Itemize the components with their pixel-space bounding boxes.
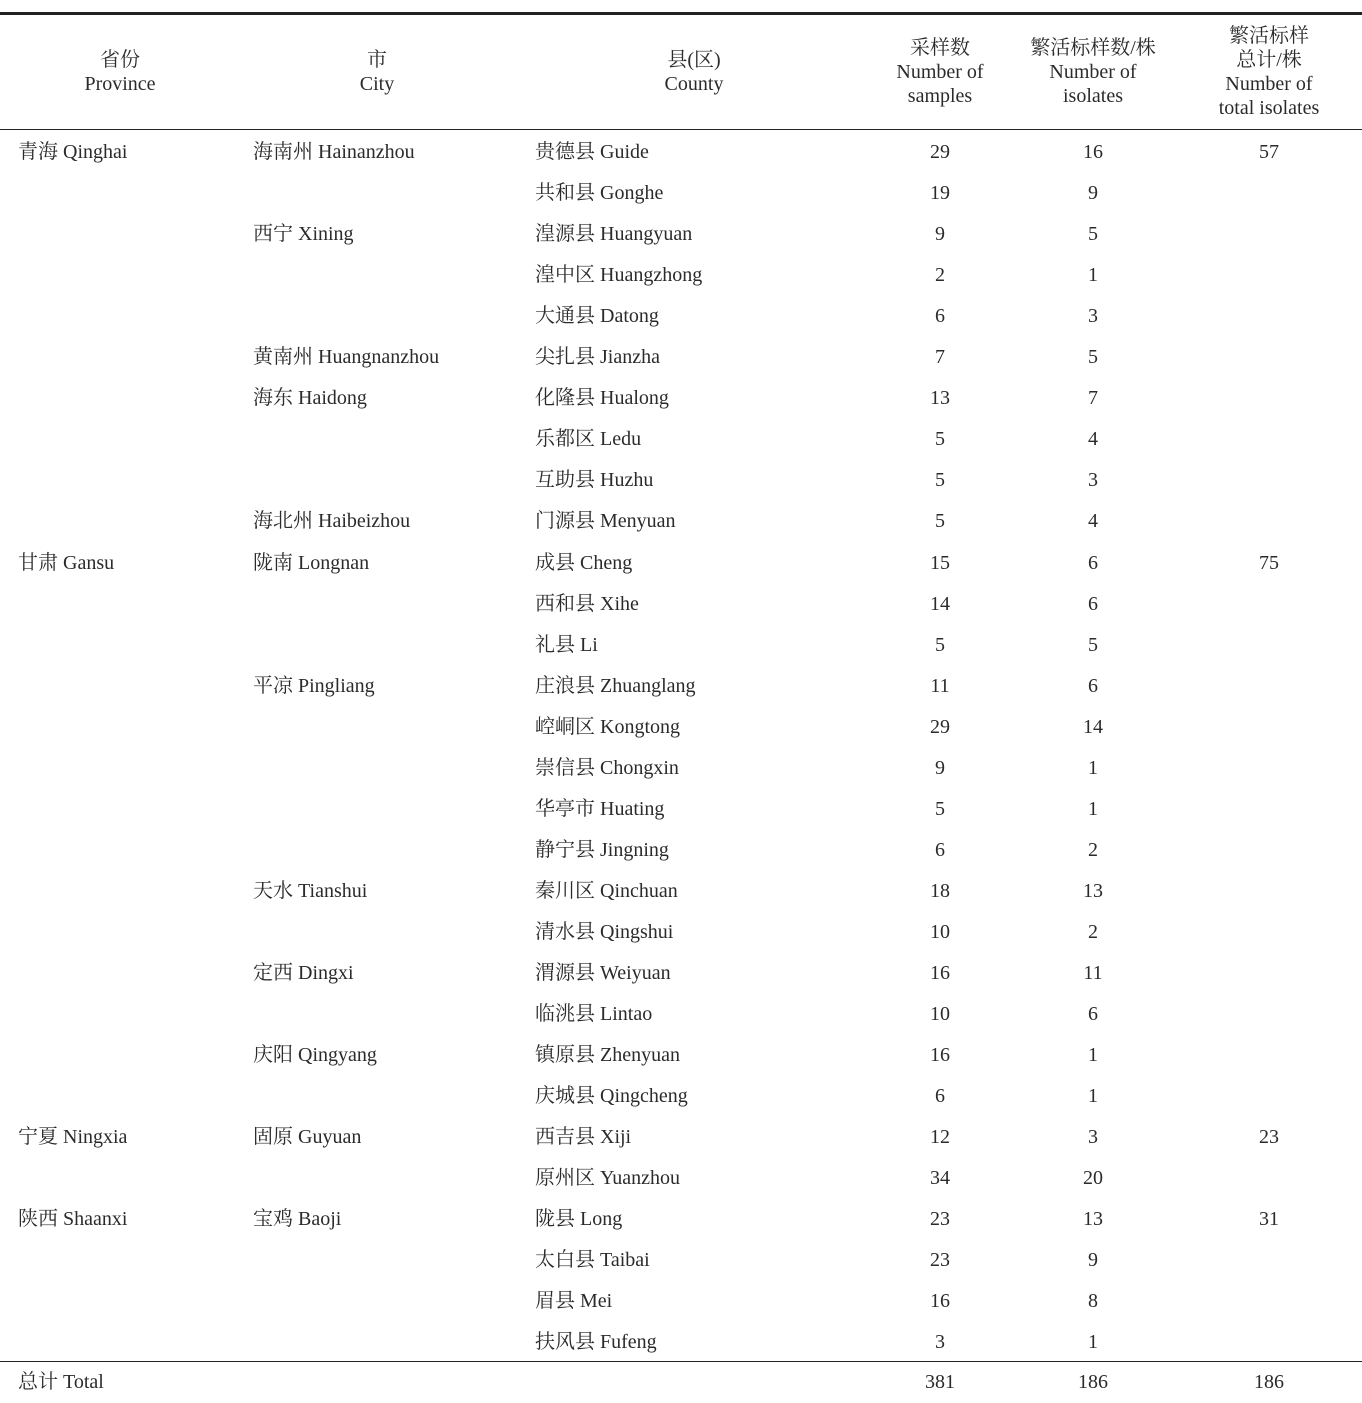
table-row	[0, 214, 1362, 255]
header-isolates-en-1: Number of	[1049, 61, 1137, 83]
cell-samples: 14	[930, 592, 950, 615]
cell-county: 眉县 Mei	[535, 1290, 613, 1313]
cell-isolates: 6	[1088, 1003, 1098, 1026]
cell-isolates: 6	[1088, 551, 1098, 574]
table-row	[0, 543, 1362, 584]
cell-city: 海东 Haidong	[253, 387, 367, 410]
cell-samples: 19	[930, 182, 950, 205]
total-samples: 381	[925, 1371, 955, 1393]
total-row	[0, 1362, 1362, 1403]
cell-city: 定西 Dingxi	[253, 962, 354, 984]
cell-city: 海北州 Haibeizhou	[253, 510, 411, 533]
cell-isolates: 13	[1083, 879, 1103, 902]
table-row	[0, 830, 1362, 871]
table-row	[0, 1117, 1362, 1158]
cell-isolates: 16	[1083, 141, 1103, 163]
cell-samples: 16	[930, 1044, 950, 1067]
table-row	[0, 501, 1362, 542]
cell-city: 平凉 Pingliang	[253, 674, 375, 697]
header-samples-en-2: samples	[907, 85, 973, 107]
cell-samples: 3	[935, 1331, 945, 1354]
cell-province: 陕西 Shaanxi	[18, 1208, 128, 1231]
cell-province: 青海 Qinghai	[18, 141, 128, 163]
cell-samples: 6	[935, 838, 945, 861]
cell-city: 陇南 Longnan	[253, 551, 370, 574]
cell-city: 天水 Tianshui	[253, 879, 368, 902]
cell-province: 甘肃 Gansu	[18, 551, 115, 574]
header-province	[40, 48, 200, 96]
cell-county: 渭源县 Weiyuan	[535, 962, 671, 984]
top-rule	[0, 12, 1362, 15]
table-row	[0, 994, 1362, 1035]
cell-isolates: 1	[1088, 756, 1098, 779]
cell-samples: 18	[930, 879, 950, 902]
cell-samples: 5	[935, 797, 945, 820]
header-city-zh: 市	[367, 49, 387, 71]
table-row	[0, 789, 1362, 830]
table-row	[0, 255, 1362, 296]
cell-city: 黄南州 Huangnanzhou	[253, 346, 440, 369]
cell-isolates: 1	[1088, 1044, 1098, 1067]
table-row	[0, 296, 1362, 337]
cell-isolates: 6	[1088, 592, 1098, 615]
cell-isolates: 3	[1088, 305, 1098, 328]
cell-county: 湟中区 Huangzhong	[535, 264, 703, 287]
cell-isolates: 11	[1083, 962, 1103, 984]
cell-isolates: 6	[1088, 674, 1098, 697]
header-total-zh-2: 总计/株	[1236, 49, 1302, 71]
cell-city: 西宁 Xining	[253, 223, 354, 246]
table-row	[0, 666, 1362, 707]
cell-isolates: 8	[1088, 1290, 1098, 1313]
cell-isolates: 1	[1088, 797, 1098, 820]
cell-city: 庆阳 Qingyang	[253, 1044, 377, 1067]
table-row	[0, 707, 1362, 748]
cell-county: 庄浪县 Zhuanglang	[535, 674, 696, 697]
header-total-en-2: total isolates	[1218, 97, 1320, 119]
header-samples-en-1: Number of	[896, 61, 984, 83]
cell-county: 共和县 Gonghe	[535, 182, 664, 205]
cell-isolates: 7	[1088, 387, 1098, 410]
cell-city: 海南州 Hainanzhou	[253, 141, 415, 163]
cell-county: 西和县 Xihe	[535, 592, 639, 615]
cell-isolates: 2	[1088, 838, 1098, 861]
cell-county: 门源县 Menyuan	[535, 510, 676, 533]
header-total-zh-1: 繁活标样	[1229, 25, 1309, 47]
cell-county: 尖扎县 Jianzha	[535, 346, 660, 369]
cell-county: 扶风县 Fufeng	[535, 1331, 657, 1354]
cell-samples: 9	[935, 223, 945, 246]
cell-isolates: 1	[1088, 1331, 1098, 1354]
cell-county: 贵德县 Guide	[535, 141, 649, 163]
cell-county: 原州区 Yuanzhou	[535, 1167, 680, 1190]
table-row	[0, 871, 1362, 912]
cell-samples: 34	[930, 1167, 950, 1190]
total-isolates: 186	[1078, 1371, 1108, 1393]
cell-isolates: 5	[1088, 346, 1098, 369]
cell-county: 化隆县 Hualong	[535, 387, 669, 410]
table-row	[0, 1199, 1362, 1240]
cell-samples: 5	[935, 469, 945, 492]
cell-samples: 5	[935, 428, 945, 451]
table-row	[0, 584, 1362, 625]
table-row	[0, 953, 1362, 994]
table-row	[0, 337, 1362, 378]
cell-samples: 6	[935, 305, 945, 328]
table-row	[0, 1035, 1362, 1076]
table-row	[0, 1240, 1362, 1281]
table-row	[0, 748, 1362, 789]
cell-isolates: 1	[1088, 264, 1098, 287]
cell-total: 31	[1259, 1208, 1279, 1231]
cell-county: 崇信县 Chongxin	[535, 756, 679, 779]
cell-county: 陇县 Long	[535, 1208, 623, 1231]
cell-total: 57	[1259, 141, 1279, 163]
cell-county: 庆城县 Qingcheng	[535, 1085, 688, 1108]
header-province-zh: 省份	[100, 49, 140, 71]
table-row	[0, 460, 1362, 501]
cell-samples: 11	[930, 674, 950, 697]
cell-samples: 10	[930, 1003, 950, 1026]
cell-county: 太白县 Taibai	[535, 1249, 650, 1272]
cell-county: 乐都区 Ledu	[535, 428, 642, 451]
cell-samples: 23	[930, 1249, 950, 1272]
cell-samples: 7	[935, 346, 945, 369]
cell-county: 秦川区 Qinchuan	[535, 879, 678, 902]
cell-county: 临洮县 Lintao	[535, 1003, 653, 1026]
header-county-en: County	[664, 73, 724, 95]
cell-samples: 29	[930, 141, 950, 163]
cell-isolates: 3	[1088, 1126, 1098, 1149]
cell-county: 西吉县 Xiji	[535, 1126, 632, 1149]
total-total: 186	[1254, 1371, 1284, 1393]
header-rule	[0, 129, 1362, 130]
total-label: 总计 Total	[18, 1371, 104, 1393]
header-isolates-zh: 繁活标样数/株	[1030, 37, 1156, 59]
cell-samples: 16	[930, 962, 950, 984]
cell-isolates: 1	[1088, 1085, 1098, 1108]
cell-city: 宝鸡 Baoji	[253, 1208, 342, 1231]
header-total	[1189, 24, 1349, 120]
header-city	[297, 48, 457, 96]
cell-isolates: 5	[1088, 633, 1098, 656]
cell-isolates: 3	[1088, 469, 1098, 492]
header-total-en-1: Number of	[1225, 73, 1313, 95]
cell-samples: 6	[935, 1085, 945, 1108]
table-row	[0, 378, 1362, 419]
cell-isolates: 4	[1088, 428, 1098, 451]
table-row	[0, 625, 1362, 666]
table-row	[0, 419, 1362, 460]
table-row	[0, 1281, 1362, 1322]
cell-samples: 10	[930, 920, 950, 943]
header-isolates	[1008, 36, 1178, 108]
cell-samples: 15	[930, 551, 950, 574]
cell-county: 大通县 Datong	[535, 305, 659, 328]
cell-isolates: 9	[1088, 182, 1098, 205]
table-row	[0, 912, 1362, 953]
header-province-en: Province	[84, 73, 156, 95]
cell-isolates: 20	[1083, 1167, 1103, 1190]
cell-isolates: 9	[1088, 1249, 1098, 1272]
cell-city: 固原 Guyuan	[253, 1126, 362, 1149]
cell-samples: 16	[930, 1290, 950, 1313]
cell-samples: 5	[935, 510, 945, 533]
header-isolates-en-2: isolates	[1063, 85, 1123, 107]
cell-samples: 13	[930, 387, 950, 410]
cell-county: 成县 Cheng	[535, 551, 633, 574]
cell-total: 23	[1259, 1126, 1279, 1149]
cell-isolates: 4	[1088, 510, 1098, 533]
table-row	[0, 1322, 1362, 1363]
table-row	[0, 132, 1362, 173]
header-county-zh: 县(区)	[667, 49, 721, 71]
header-city-en: City	[359, 73, 395, 95]
cell-isolates: 13	[1083, 1208, 1103, 1231]
cell-county: 互助县 Huzhu	[535, 469, 654, 492]
cell-county: 镇原县 Zhenyuan	[535, 1044, 680, 1067]
header-county	[614, 48, 774, 96]
header-samples	[870, 36, 1010, 108]
header-samples-zh: 采样数	[910, 37, 970, 59]
cell-county: 静宁县 Jingning	[535, 838, 669, 861]
cell-samples: 5	[935, 633, 945, 656]
cell-isolates: 2	[1088, 920, 1098, 943]
cell-county: 崆峒区 Kongtong	[535, 715, 680, 738]
cell-county: 湟源县 Huangyuan	[535, 223, 693, 246]
cell-isolates: 14	[1083, 715, 1103, 738]
table-row	[0, 1158, 1362, 1199]
cell-county: 礼县 Li	[535, 633, 598, 656]
cell-county: 清水县 Qingshui	[535, 920, 674, 943]
cell-samples: 12	[930, 1126, 950, 1149]
table-row	[0, 173, 1362, 214]
cell-isolates: 5	[1088, 223, 1098, 246]
cell-province: 宁夏 Ningxia	[18, 1126, 128, 1149]
cell-county: 华亭市 Huating	[535, 797, 665, 820]
cell-samples: 29	[930, 715, 950, 738]
cell-total: 75	[1259, 551, 1279, 574]
cell-samples: 23	[930, 1208, 950, 1231]
table-row	[0, 1076, 1362, 1117]
cell-samples: 2	[935, 264, 945, 287]
cell-samples: 9	[935, 756, 945, 779]
